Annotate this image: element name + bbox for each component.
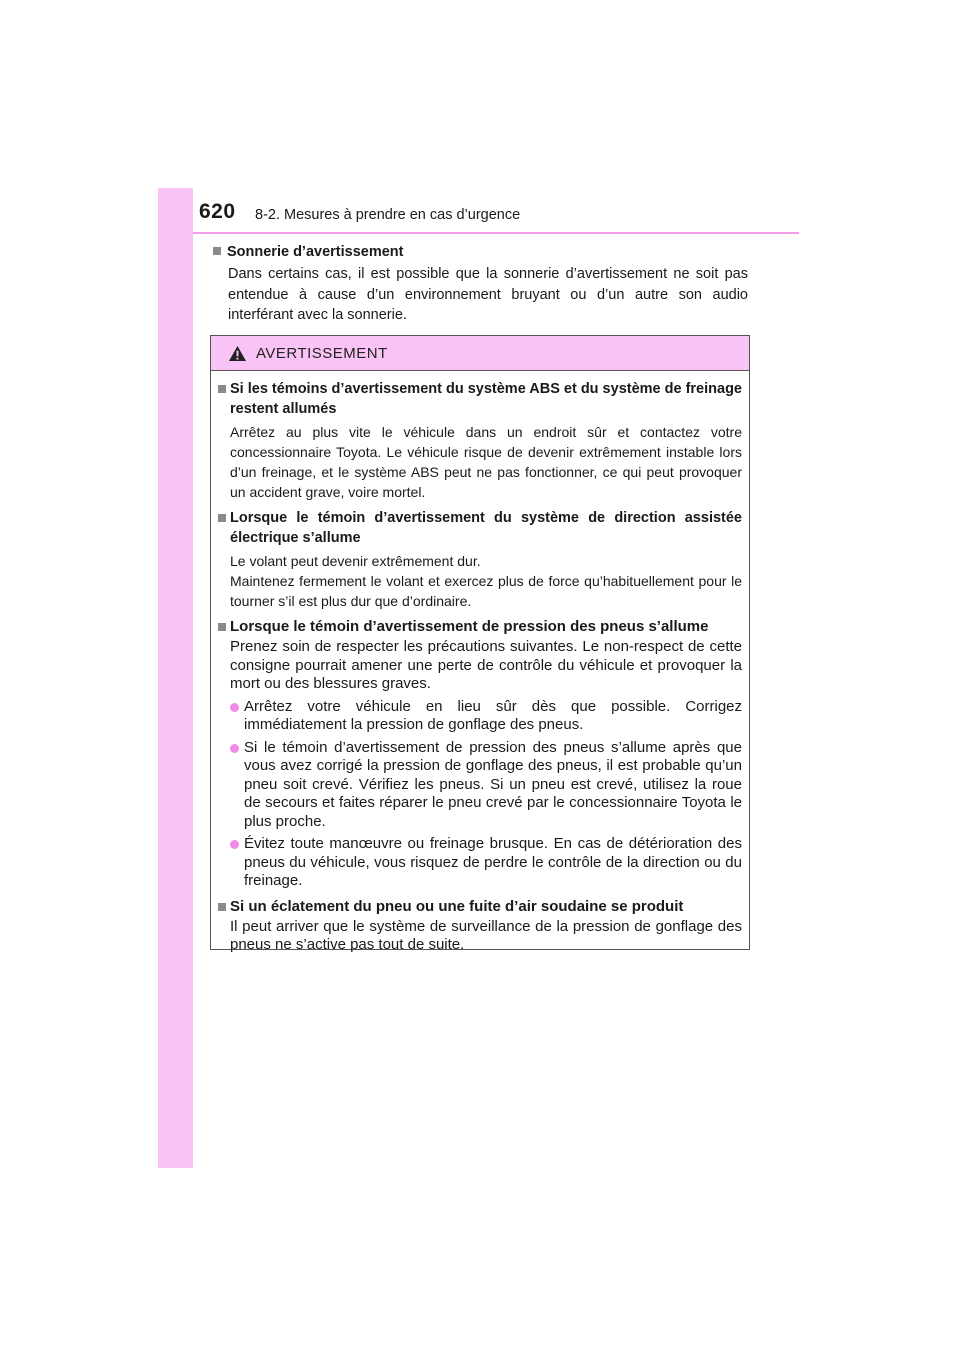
warning-box [210,335,750,953]
warning-triangle-icon [228,345,247,362]
chapter-title: 8-2. Mesures à prendre en cas d’urgence [255,207,521,223]
header-rule [193,232,799,234]
gray-square-icon [213,247,221,255]
intro-section [213,242,748,326]
gray-square-icon [218,514,226,522]
intro-heading: Sonnerie d’avertissement [213,242,748,262]
gray-square-icon [218,385,226,393]
warning-section-tire-pressure [218,617,742,891]
warning-section-abs [218,379,742,502]
pink-dot-icon [230,744,239,753]
warning-section-steering [218,508,742,611]
pink-dot-icon [230,703,239,712]
warning-section-text: Il peut arriver que le système de surveillance de la pression de gonflage des pneus ne s’active pas tout de suite. [230,917,742,953]
warning-section-text: Prenez soin de respecter les précautions suivantes. Le non-respect de cette consigne pourrait amener une perte de contrôle du véhicule et provoquer la mort ou des blessures graves. [230,638,742,692]
warning-section-text: Arrêtez au plus vite le véhicule dans un endroit sûr et contactez votre concessionnaire Toyota. Le véhicule risque de devenir extrêmement instable lors d’un freinage, et le système ABS peut ne pas fonctionner, ce qui peut provoquer un accident grave, voire mortel. [230,424,742,500]
warning-header [211,336,749,371]
list-item: Si le témoin d’avertissement de pression des pneus s’allume après que vous avez corrigé la pression de gonflage des pneus, il est probable qu’un pneu soit crevé. Vérifiez les pneus. Si un pneu est crevé, utilisez la roue de secours et faites réparer le pneu crevé par le concessionnaire Toyota le plus proche. [230,739,742,832]
warning-section-heading: Si un éclatement du pneu ou une fuite d’air soudaine se produit [218,897,742,917]
side-tab-band [158,188,193,1168]
bullet-list [218,698,742,891]
page-number: 620 [199,200,236,223]
intro-text: Dans certains cas, il est possible que la sonnerie d’avertissement ne soit pas entendue à cause d’un environnement bruyant ou d’un autre son audio interférant avec la sonnerie. [228,266,748,323]
gray-square-icon [218,623,226,631]
warning-section-heading: Lorsque le témoin d’avertissement de pression des pneus s’allume [218,617,742,637]
warning-section-heading: Si les témoins d’avertissement du système ABS et du système de freinage restent allumés [218,379,742,419]
gray-square-icon [218,903,226,911]
list-item: Évitez toute manœuvre ou freinage brusque. En cas de détérioration des pneus du véhicule, vous risquez de perdre le contrôle de la direction ou du freinage. [230,835,742,891]
pink-dot-icon [230,840,239,849]
warning-section-blowout [218,897,742,955]
warning-section-heading: Lorsque le témoin d’avertissement du système de direction assistée électrique s’allume [218,508,742,548]
warning-section-text: Le volant peut devenir extrêmement dur. Maintenez fermement le volant et exercez plus de force qu’habituellement pour le tourner s’il est plus dur que d’ordinaire. [230,553,742,609]
warning-body [211,371,749,955]
warning-title: AVERTISSEMENT [256,344,388,362]
list-item: Arrêtez votre véhicule en lieu sûr dès que possible. Corrigez immédiatement la pression de gonflage des pneus. [230,698,742,735]
